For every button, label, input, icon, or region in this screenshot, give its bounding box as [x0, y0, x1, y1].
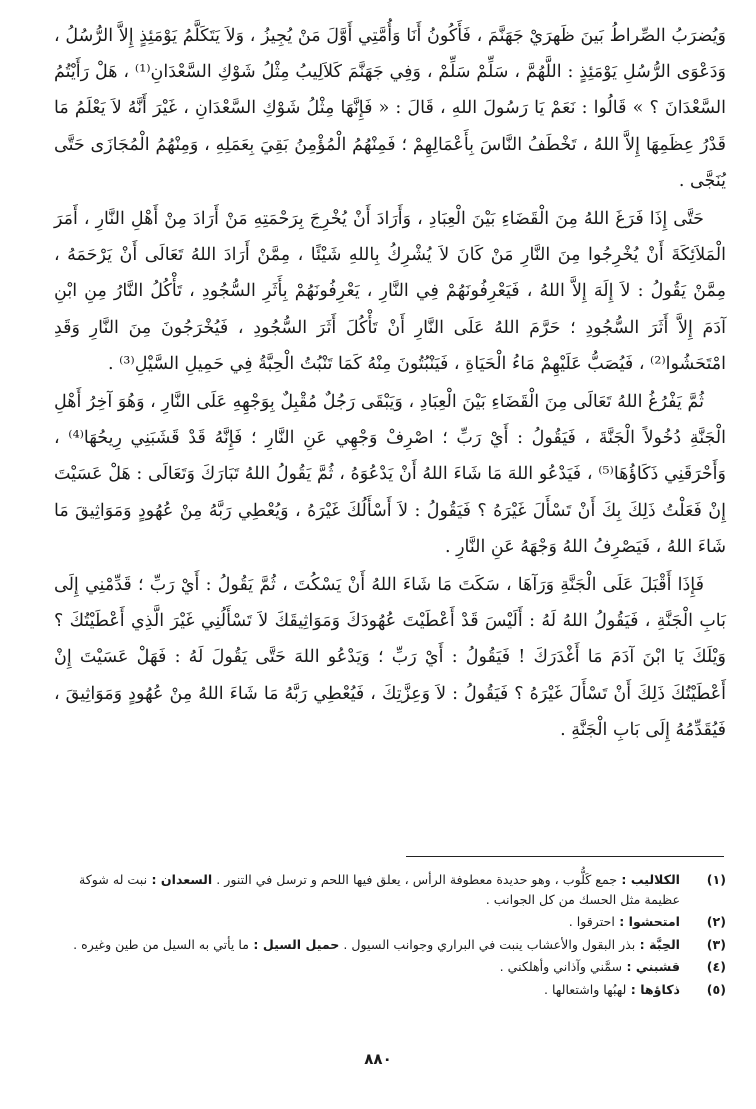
main-text — [54, 18, 726, 750]
paragraph: وَيُضرَبُ الصِّراطُ بَينَ ظَهرَيْ جَهَنَّمَ ، فَأَكُونُ أَنَا وَأُمَّتِي أَوَّلَ مَنْ يُجِيزُ ، وَلاَ يَتَكَلَّمُ يَوْمَئِذٍ إِلاَّ الرُّسُلُ ، وَدَعْوَى الرُّسُلِ يَوْمَئِذٍ : اللَّهُمَّ ، سَلِّمْ سَلِّمْ ، وَفِي جَهَنَّمَ كَلاَلِيبُ مِثْلُ شَوْكِ السَّعْدَانِ⁽¹⁾ ، هَلْ رَأَيْتُمُ السَّعْدَانَ ؟ » قَالُوا : نَعَمْ يَا رَسُولَ اللهِ ، قَالَ : « فَإِنَّهَا مِثْلُ شَوْكِ السَّعْدَانِ ، غَيْرَ أَنَّهُ لاَ يَعْلَمُ مَا قَدْرُ عِظَمِهَا إِلاَّ اللهُ ، تَخْطَفُ النَّاسَ بِأَعْمَالِهِمْ ؛ فَمِنْهُمُ الْمُؤْمِنُ بَقِيَ بِعَمَلِهِ ، وَمِنْهُمُ الْمُجَازَى حَتَّى يُنَجَّى . — [54, 26, 726, 191]
paragraph: فَإِذَا أَقْبَلَ عَلَى الْجَنَّةِ وَرَآهَا ، سَكَتَ مَا شَاءَ اللهُ أَنْ يَسْكُتَ ، ثُمَّ يَقُولُ : أَيْ رَبِّ ؛ قَدِّمْنِي إِلَى بَابِ الْجَنَّةِ ، فَيَقُولُ اللهُ لَهُ : أَلَيْسَ قَدْ أَعْطَيْتَ عُهُودَكَ وَمَوَاثِيقَكَ لاَ تَسْأَلُنِي غَيْرَ الَّذِي أَعْطَيْتُكَ ؟ وَيْلَكَ يَا ابْنَ آدَمَ مَا أَغْدَرَكَ ! فَيَقُولُ : أَيْ رَبِّ ؛ وَيَدْعُو اللهَ حَتَّى يَقُولَ لَهُ : فَهَلْ عَسَيْتَ إِنْ أَعْطَيْتُكَ ذَلِكَ أَنْ تَسْأَلَ غَيْرَهُ ؟ فَيَقُولُ : لاَ وَعِزَّتِكَ ، فَيُعْطِي رَبَّهُ مَا شَاءَ اللهُ مِنْ عُهُودٍ وَمَوَاثِيقَ ، فَيُقَدِّمُهُ إِلَى بَابِ الْجَنَّةِ . — [54, 575, 726, 740]
footnote-text: جمع كَلُّوب ، وهو حديدة معطوفة الرأس ، يعلق فيها اللحم و ترسل في التنور . — [216, 872, 618, 887]
footnote-term: امتحشوا — [628, 914, 680, 930]
footnote-body: قشبني : سمَّني وآذاني وأهلكني . — [499, 959, 680, 975]
footnote-item — [54, 870, 726, 909]
footnote-body: الحِبَّة : بذر البقول والأعشاب ينبت في البراري وجوانب السيول . حميل السيل : ما يأتي به السيل من طين وغيره . — [73, 936, 680, 952]
footnote-body: ذكاؤها : لهبُها واشتعالها . — [543, 981, 680, 997]
footnote-number: (٢) — [706, 914, 726, 930]
footnote-text: بذر البقول والأعشاب ينبت في البراري وجوانب السيول . — [343, 936, 636, 952]
footnote-number: (٤) — [706, 959, 726, 975]
footnote-term: قشبني — [635, 959, 680, 975]
footnote-term: حميل السيل — [262, 936, 340, 952]
paragraph: ثُمَّ يَفْرُغُ اللهُ تَعَالَى مِنَ الْقَضَاءِ بَيْنَ الْعِبَادِ ، وَيَبْقَى رَجُلٌ مُقْبِلٌ بِوَجْهِهِ عَلَى النَّارِ ، وَهُوَ آخِرُ أَهْلِ الْجَنَّةِ دُخُولاً الْجَنَّةَ ، فَيَقُولُ : أَيْ رَبِّ ؛ اصْرِفْ وَجْهِي عَنِ النَّارِ ؛ فَإِنَّهُ قَدْ قَشَبَنِي رِيحُهَا⁽⁴⁾ ، وَأَحْرَقَنِي ذَكَاؤُهَا⁽⁵⁾ ، فَيَدْعُو اللهَ مَا شَاءَ اللهُ أَنْ يَدْعُوَهُ ، ثُمَّ يَقُولُ اللهُ تَبَارَكَ وَتَعَالَى : هَلْ عَسَيْتَ إِنْ فَعَلْتُ ذَلِكَ بِكَ أَنْ تَسْأَلَ غَيْرَهُ ؟ فَيَقُولُ : لاَ أَسْأَلُكَ غَيْرَهُ ، وَيُعْطِي رَبَّهُ مِنْ عُهُودٍ وَمَوَاثِيقَ مَا شَاءَ اللهُ ، فَيَصْرِفُ اللهُ وَجْهَهُ عَنِ النَّارِ . — [54, 392, 726, 557]
footnote-text: نبت له شوكة عظيمة مثل الحسك من كل الجوانب . — [79, 872, 680, 907]
footnote-number: (٥) — [706, 981, 726, 997]
footnote-divider — [406, 856, 724, 857]
footnote-term: الحِبَّة — [649, 936, 680, 952]
footnote-term: ذكاؤها — [640, 981, 680, 997]
footnote-body: الكلاليب : جمع كَلُّوب ، وهو حديدة معطوفة الرأس ، يعلق فيها اللحم و ترسل في التنور . السعدان : نبت له شوكة عظيمة مثل الحسك من كل الجوانب . — [79, 872, 680, 907]
footnote-text: احترقوا . — [568, 914, 615, 930]
footnote-text: لهبُها واشتعالها . — [543, 981, 627, 997]
footnote-text: سمَّني وآذاني وأهلكني . — [499, 959, 623, 975]
footnote-item — [54, 957, 726, 977]
footnote-text: ما يأتي به السيل من طين وغيره . — [73, 936, 250, 952]
footnote-number: (١) — [706, 872, 726, 887]
footnote-term: السعدان — [160, 872, 213, 887]
footnotes — [54, 870, 726, 1003]
paragraph: حَتَّى إِذَا فَرَغَ اللهُ مِنَ الْقَضَاءِ بَيْنَ الْعِبَادِ ، وَأَرَادَ أَنْ يُخْرِجَ بِرَحْمَتِهِ مَنْ أَرَادَ مِنْ أَهْلِ النَّارِ ، أَمَرَ الْمَلاَئِكَةَ أَنْ يُخْرِجُوا مِنَ النَّارِ مَنْ كَانَ لاَ يُشْرِكُ بِاللهِ شَيْئًا ، مِمَّنْ أَرَادَ اللهُ تَعَالَى أَنْ يَرْحَمَهُ ، مِمَّنْ يَقُولُ : لاَ إِلَهَ إِلاَّ اللهُ ، فَيَعْرِفُونَهُمْ فِي النَّارِ ، يَعْرِفُونَهُمْ بِأَثَرِ السُّجُودِ ، تَأْكُلُ النَّارُ مِنِ ابْنِ آدَمَ إِلاَّ أَثَرَ السُّجُودِ ؛ حَرَّمَ اللهُ عَلَى النَّارِ أَنْ تَأْكُلَ أَثَرَ السُّجُودِ ، فَيُخْرَجُونَ مِنَ النَّارِ وَقَدِ امْتَحَشُوا⁽²⁾ ، فَيُصَبُّ عَلَيْهِمْ مَاءُ الْحَيَاةِ ، فَيَنْبُتُونَ مِنْهُ كَمَا تَنْبُتُ الْحِبَّةُ فِي حَمِيلِ السَّيْلِ⁽³⁾ . — [54, 209, 726, 374]
footnote-body: امتحشوا : احترقوا . — [568, 914, 680, 930]
footnote-item — [54, 980, 726, 1000]
footnote-item — [54, 935, 726, 955]
page-number: ٨٨٠ — [364, 1050, 392, 1068]
footnote-term: الكلاليب — [630, 872, 680, 887]
footnote-number: (٣) — [706, 936, 726, 952]
footnote-item — [54, 912, 726, 932]
